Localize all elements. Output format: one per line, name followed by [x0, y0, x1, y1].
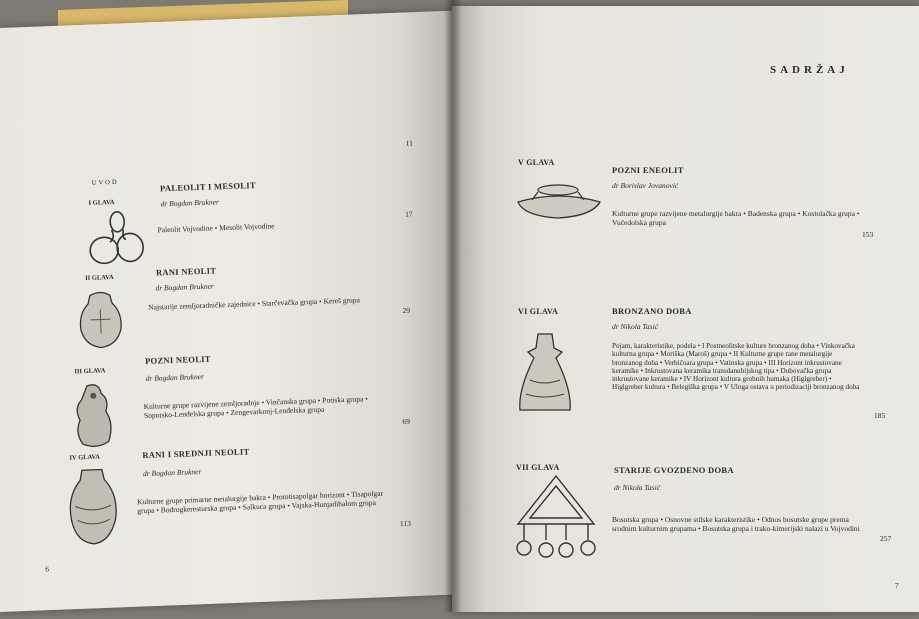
chapter-page: 17: [404, 209, 413, 219]
chapter-page: 69: [402, 416, 411, 427]
left-page-number: 6: [45, 564, 50, 574]
chapter-page: 29: [402, 305, 411, 315]
chapter-text: Kulturne grupe razvijene metalurgije bakra • Badenska grupa • Kostolačka grupa • Vučedolska grupa: [612, 209, 860, 227]
chapter-title: PALEOLIT I MESOLIT: [159, 179, 256, 194]
chapter-author: dr Bogdan Brukner: [142, 467, 202, 479]
chapter-text: Paleolit Vojvodine • Mesolit Vojvodine: [157, 221, 275, 235]
chapter-text: Kulturne grupe primarne metalurgije bakra • Prototisapolgar horizont • Tisapolgar grupa • Bodrogkeresturska grupa • Salkuca grupa • Vajska-Hunjadihalom grupa: [136, 488, 384, 515]
chapter-title: RANI NEOLIT: [155, 265, 217, 278]
chapter-page: 257: [880, 534, 892, 543]
chapter-label: IV GLAVA: [69, 453, 101, 462]
chapter-title: POZNI NEOLIT: [144, 353, 211, 366]
page-ref-intro: 11: [405, 138, 414, 148]
chapter-title: STARIJE GVOZDENO DOBA: [614, 465, 734, 475]
right-page-number: 7: [895, 581, 899, 590]
chapter-text: Najstarije zemljoradničke zajednice • Starčevačka grupa • Kereš grupa: [148, 295, 361, 312]
chapter-label: VI GLAVA: [518, 307, 559, 316]
chapter-author: dr Bogdan Brukner: [160, 197, 220, 209]
decorated-vessel-icon: [64, 465, 123, 547]
bell-figurine-icon: [516, 330, 574, 414]
pendant-artifact-icon: [508, 474, 604, 564]
chapter-label: VII GLAVA: [516, 463, 560, 472]
chapter-label: I GLAVA: [88, 198, 115, 207]
bone-ring-artifact-icon: [85, 207, 151, 271]
intro-label: UVOD: [91, 178, 119, 187]
chapter-label: V GLAVA: [518, 158, 555, 167]
book-gutter: [444, 0, 462, 612]
chapter-author: dr Bogdan Brukner: [155, 281, 215, 293]
chapter-author: dr Nikola Tasić: [612, 322, 658, 331]
chapter-page: 185: [874, 411, 886, 420]
chapter-title: POZNI ENEOLIT: [612, 165, 684, 175]
chapter-author: dr Nikola Tasić: [614, 483, 660, 492]
clay-vessel-icon: [76, 289, 126, 351]
chapter-author: dr Borislav Jovanović: [612, 181, 679, 190]
chapter-label: III GLAVA: [74, 367, 106, 376]
chapter-page: 113: [399, 518, 412, 529]
page-header: SADRŽAJ: [770, 64, 849, 76]
chapter-author: dr Bogdan Brukner: [145, 371, 205, 383]
chapter-title: BRONZANO DOBA: [612, 306, 692, 316]
figurine-icon: [69, 381, 121, 453]
chapter-text: Pojam, karakteristike, podela • I Postneolitske kulture bronzanog doba • Vinkovačka kulturna grupa • Moriška (Maroš) grupa • II Kulturne grupe rane metalurgije bronzanog doba • Verbičoara grupa • Vatinska grupa • III Horizont inkrustovane keramike • Inkrustovana keramika transdanubijskog tipa • Dubovačka grupa inkrustovane keramike • IV Horizont kultura grobnih humaka (Higlgreber) • Higlgreber kultura • Belegiška grupa • V Uloga ostava u periodizaciji bronzanog doba: [612, 342, 860, 392]
chapter-title: RANI I SREDNJI NEOLIT: [142, 446, 250, 461]
chapter-label: II GLAVA: [85, 274, 114, 282]
bowl-artifact-icon: [512, 182, 606, 222]
chapter-text: Kulturne grupe razvijene zemljoradnje • Vinčanska grupa • Potiska grupa • Sopotsko-Lenđelska grupa • Zengevarkonj-Lenđelska grupa: [143, 394, 369, 420]
chapter-page: 153: [862, 230, 874, 239]
chapter-text: Bosutska grupa • Osnovne stilske karakteristike • Odnos bosutske grupe prema srodnim kulturnim grupama • Bosutska grupa i trako-kimerijski nalazi u Vojvodini: [612, 515, 860, 533]
